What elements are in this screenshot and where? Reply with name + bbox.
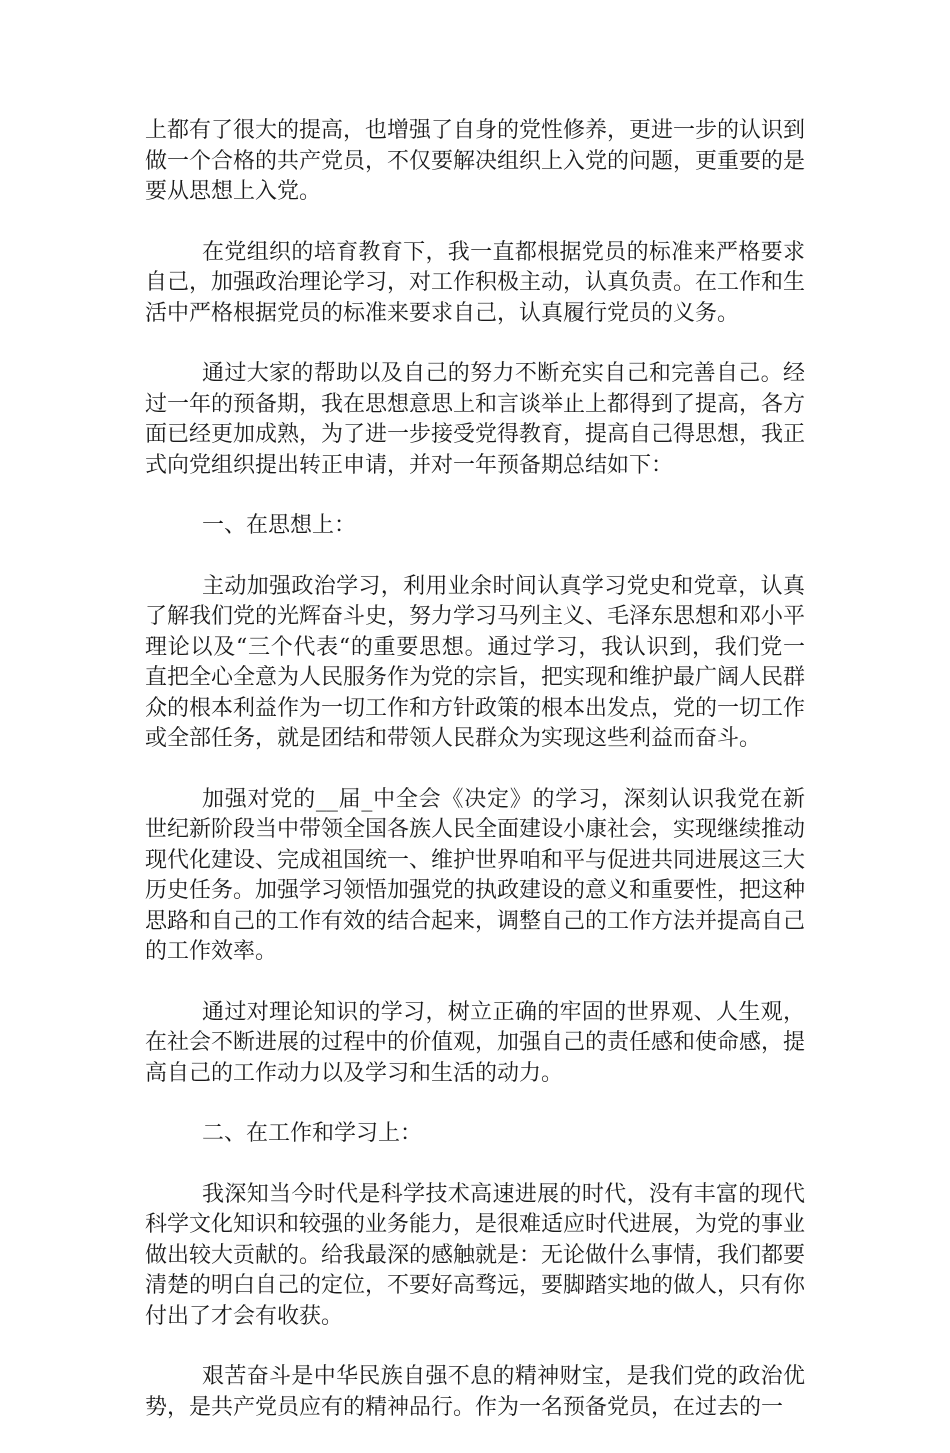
paragraph-hard-work: 艰苦奋斗是中华民族自强不息的精神财宝，是我们党的政治优势，是共产党员应有的精神品行。作为一名预备党员，在过去的一 (145, 1364, 805, 1420)
paragraph-decision-study: 加强对党的__届_中全会《决定》的学习，深刻认识我党在新世纪新阶段当中带领全国各族人民全面建设小康社会，实现继续推动现代化建设、完成祖国统一、维护世界咱和平与促进共同进展这三大历史任务。加强学习领悟加强党的执政建设的意义和重要性，把这种思路和自己的工作有效的结合起来，调整自己的工作方法并提高自己的工作效率。 (145, 786, 806, 964)
paragraph-political-study: 主动加强政治学习，利用业余时间认真学习党史和党章，认真了解我们党的光辉奋斗史，努力学习马列主义、毛泽东思想和邓小平理论以及“三个代表“的重要思想。通过学习，我认识到，我们党一直把全心全意为人民服务作为党的宗旨，把实现和维护最广阔人民群众的根本利益作为一切工作和方针政策的根本出发点，党的一切工作或全部任务，就是团结和带领人民群众为实现这些利益而奋斗。 (145, 573, 806, 751)
section-heading-ideology: 一、在思想上： (202, 513, 357, 538)
paragraph-party-education: 在党组织的培育教育下，我一直都根据党员的标准来严格要求自己，加强政治理论学习，对工作积极主动，认真负责。在工作和生活中严格根据党员的标准来要求自己，认真履行党员的义务。 (145, 239, 806, 326)
paragraph-knowledge: 我深知当今时代是科学技术高速进展的时代，没有丰富的现代科学文化知识和较强的业务能力，是很难适应时代进展，为党的事业做出较大贡献的。给我最深的感触就是：无论做什么事情，我们都要清楚的明白自己的定位，不要好高骛远，要脚踏实地的做人，只有你付出了才会有收获。 (145, 1181, 806, 1329)
paragraph-continuation: 上都有了很大的提高，也增强了自身的党性修养，更进一步的认识到做一个合格的共产党员，不仅要解决组织上入党的问题，更重要的是要从思想上入党。 (145, 118, 806, 204)
paragraph-worldview: 通过对理论知识的学习，树立正确的牢固的世界观、人生观，在社会不断进展的过程中的价值观，加强自己的责任感和使命感，提高自己的工作动力以及学习和生活的动力。 (145, 999, 806, 1086)
section-heading-work-study: 二、在工作和学习上： (202, 1121, 423, 1146)
paragraph-probation-intro: 通过大家的帮助以及自己的努力不断充实自己和完善自己。经过一年的预备期，我在思想意思上和言谈举止上都得到了提高，各方面已经更加成熟，为了进一步接受党得教育，提高自己得思想，我正式向党组织提出转正申请，并对一年预备期总结如下： (145, 361, 806, 478)
document-page (145, 116, 805, 1453)
